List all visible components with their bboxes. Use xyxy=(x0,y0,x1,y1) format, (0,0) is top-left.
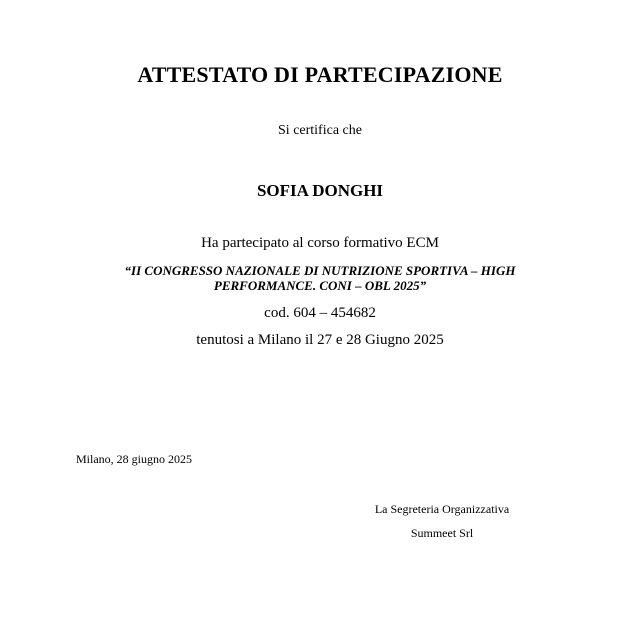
certificate-title: ATTESTATO DI PARTECIPAZIONE xyxy=(137,62,503,87)
course-title: “II CONGRESSO NAZIONALE DI NUTRIZIONE SPORTIVA – HIGH PERFORMANCE. CONI – OBL 2025” xyxy=(124,263,516,293)
issuer-department: La Segreteria Organizzativa xyxy=(374,502,510,516)
participation-statement: Ha partecipato al corso formativo ECM xyxy=(201,235,439,251)
issuer-block xyxy=(360,497,524,545)
certification-intro: Si certifica che xyxy=(278,123,362,138)
issuer-company: Summeet Srl xyxy=(410,526,474,540)
participant-name: SOFIA DONGHI xyxy=(256,181,384,200)
course-code: cod. 604 – 454682 xyxy=(264,305,376,321)
event-location-dates: tenutosi a Milano il 27 e 28 Giugno 2025 xyxy=(196,332,444,348)
place-and-date: Milano, 28 giugno 2025 xyxy=(76,452,192,466)
